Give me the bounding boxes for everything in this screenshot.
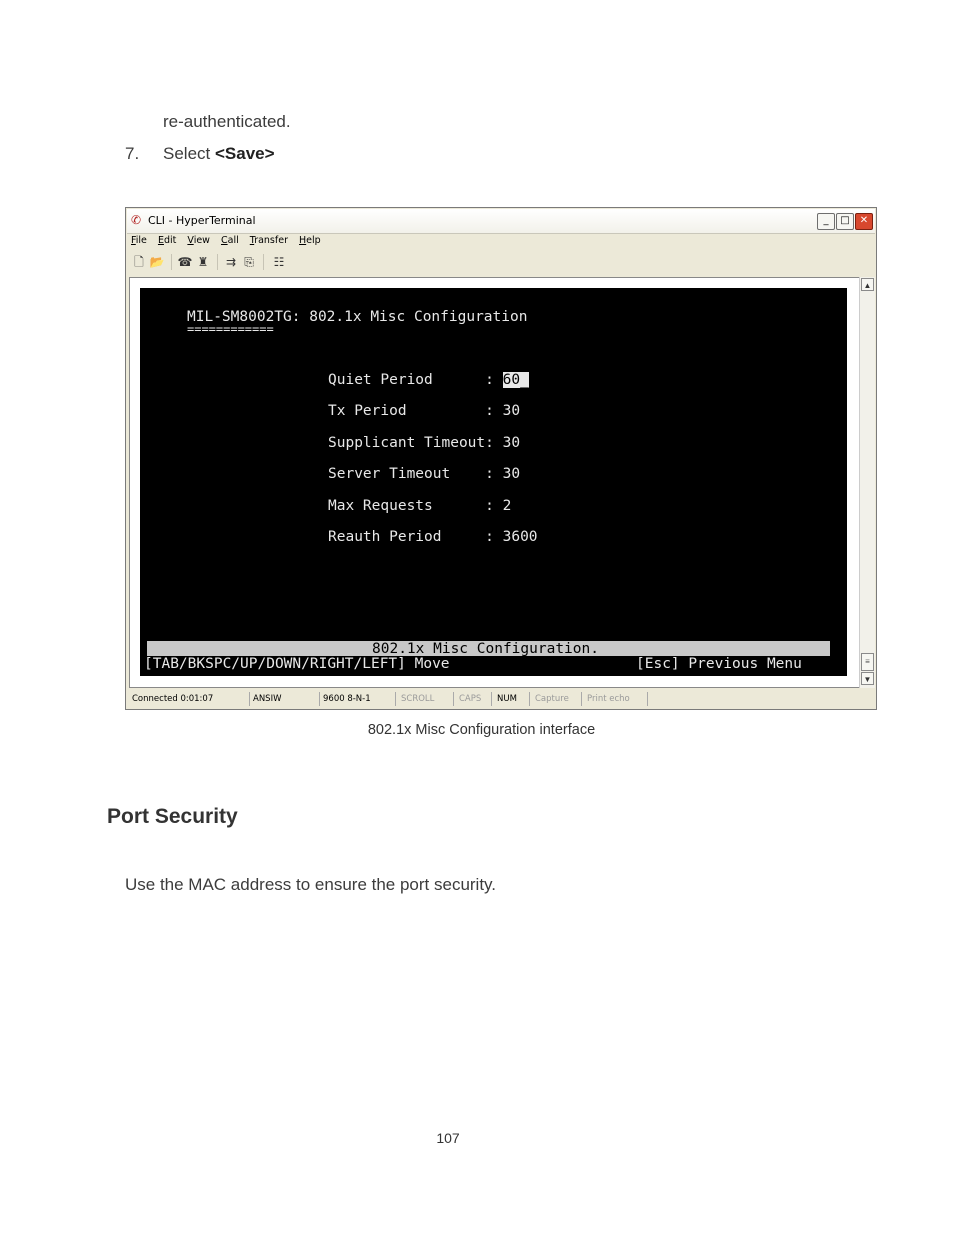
window-status-bar — [127, 690, 875, 708]
reauth-period-value[interactable]: 3600 — [502, 529, 538, 545]
scroll-thumb[interactable]: ≡ — [861, 653, 874, 671]
terminal-esc-help: [Esc] Previous Menu — [636, 656, 802, 672]
field-max-requests: Max Requests : 2 — [328, 498, 512, 514]
toolbar-separator — [171, 254, 172, 270]
field-tx-period: Tx Period : 30 — [328, 403, 521, 419]
terminal-status-title: 802.1x Misc Configuration. — [372, 641, 599, 657]
terminal-area[interactable] — [129, 277, 860, 688]
scroll-down-icon[interactable]: ▼ — [861, 672, 874, 685]
disconnect-icon[interactable]: ♜ — [197, 255, 209, 269]
title-bar[interactable] — [127, 209, 875, 234]
step-save-label: <Save> — [214, 144, 275, 163]
hyperterminal-window — [125, 207, 877, 710]
terminal-nav-help: [TAB/BKSPC/UP/DOWN/RIGHT/LEFT] Move — [144, 656, 450, 672]
status-capture: Capture — [532, 692, 582, 706]
quiet-period-input[interactable]: 60_ — [502, 372, 529, 388]
status-scroll: SCROLL — [398, 692, 454, 706]
toolbar-separator — [263, 254, 264, 270]
toolbar-separator — [217, 254, 218, 270]
minimize-button[interactable]: _ — [817, 213, 835, 230]
status-settings: 9600 8-N-1 — [320, 692, 396, 706]
properties-icon[interactable]: ☷ — [273, 255, 285, 269]
server-timeout-value[interactable]: 30 — [502, 466, 521, 482]
connect-icon[interactable]: ☎ — [177, 255, 193, 269]
step-prefix: Select — [163, 144, 215, 163]
send-icon[interactable]: ⇉ — [225, 255, 237, 269]
section-body: Use the MAC address to ensure the port security. — [125, 875, 497, 894]
field-reauth-period: Reauth Period : 3600 — [328, 529, 538, 545]
status-emulation: ANSIW — [250, 692, 320, 706]
continued-text: re-authenticated. — [163, 112, 291, 131]
hyperterminal-icon: ✆ — [131, 213, 142, 227]
terminal-header-underline: ============ — [187, 322, 274, 336]
vertical-scrollbar[interactable] — [859, 277, 875, 688]
status-num: NUM — [494, 692, 530, 706]
menu-view[interactable]: View — [187, 235, 210, 246]
field-quiet-period: Quiet Period : 60_ — [328, 372, 529, 388]
close-button[interactable]: ✕ — [855, 213, 873, 230]
tx-period-value[interactable]: 30 — [502, 403, 521, 419]
step-text — [163, 144, 275, 164]
maximize-button[interactable]: □ — [836, 213, 854, 230]
status-caps: CAPS — [456, 692, 492, 706]
menu-edit[interactable]: Edit — [157, 235, 177, 246]
window-title: CLI - HyperTerminal — [148, 214, 256, 227]
menu-help[interactable]: Help — [299, 235, 321, 246]
section-heading: Port Security — [107, 805, 238, 828]
field-server-timeout: Server Timeout : 30 — [328, 466, 521, 482]
open-folder-icon[interactable]: 📂 — [149, 255, 165, 269]
status-print-echo: Print echo — [584, 692, 648, 706]
menu-bar — [131, 235, 329, 249]
field-supplicant-timeout: Supplicant Timeout: 30 — [328, 435, 521, 451]
max-requests-value[interactable]: 2 — [502, 498, 512, 514]
step-number: 7. — [125, 144, 140, 163]
menu-file[interactable]: File — [131, 235, 147, 246]
menu-transfer[interactable]: Transfer — [249, 235, 288, 246]
status-connected: Connected 0:01:07 — [129, 692, 250, 706]
figure-caption: 802.1x Misc Configuration interface — [367, 722, 596, 738]
scroll-up-icon[interactable]: ▲ — [861, 278, 874, 291]
supplicant-timeout-value[interactable]: 30 — [502, 435, 521, 451]
terminal-screen[interactable] — [140, 288, 847, 676]
page-number: 107 — [436, 1130, 460, 1146]
receive-icon[interactable]: ⎘ — [244, 255, 254, 269]
new-file-icon[interactable]: 🗋 — [134, 255, 144, 269]
terminal-header: MIL-SM8002TG: 802.1x Misc Configuration — [187, 309, 528, 325]
menu-call[interactable]: Call — [220, 235, 239, 246]
